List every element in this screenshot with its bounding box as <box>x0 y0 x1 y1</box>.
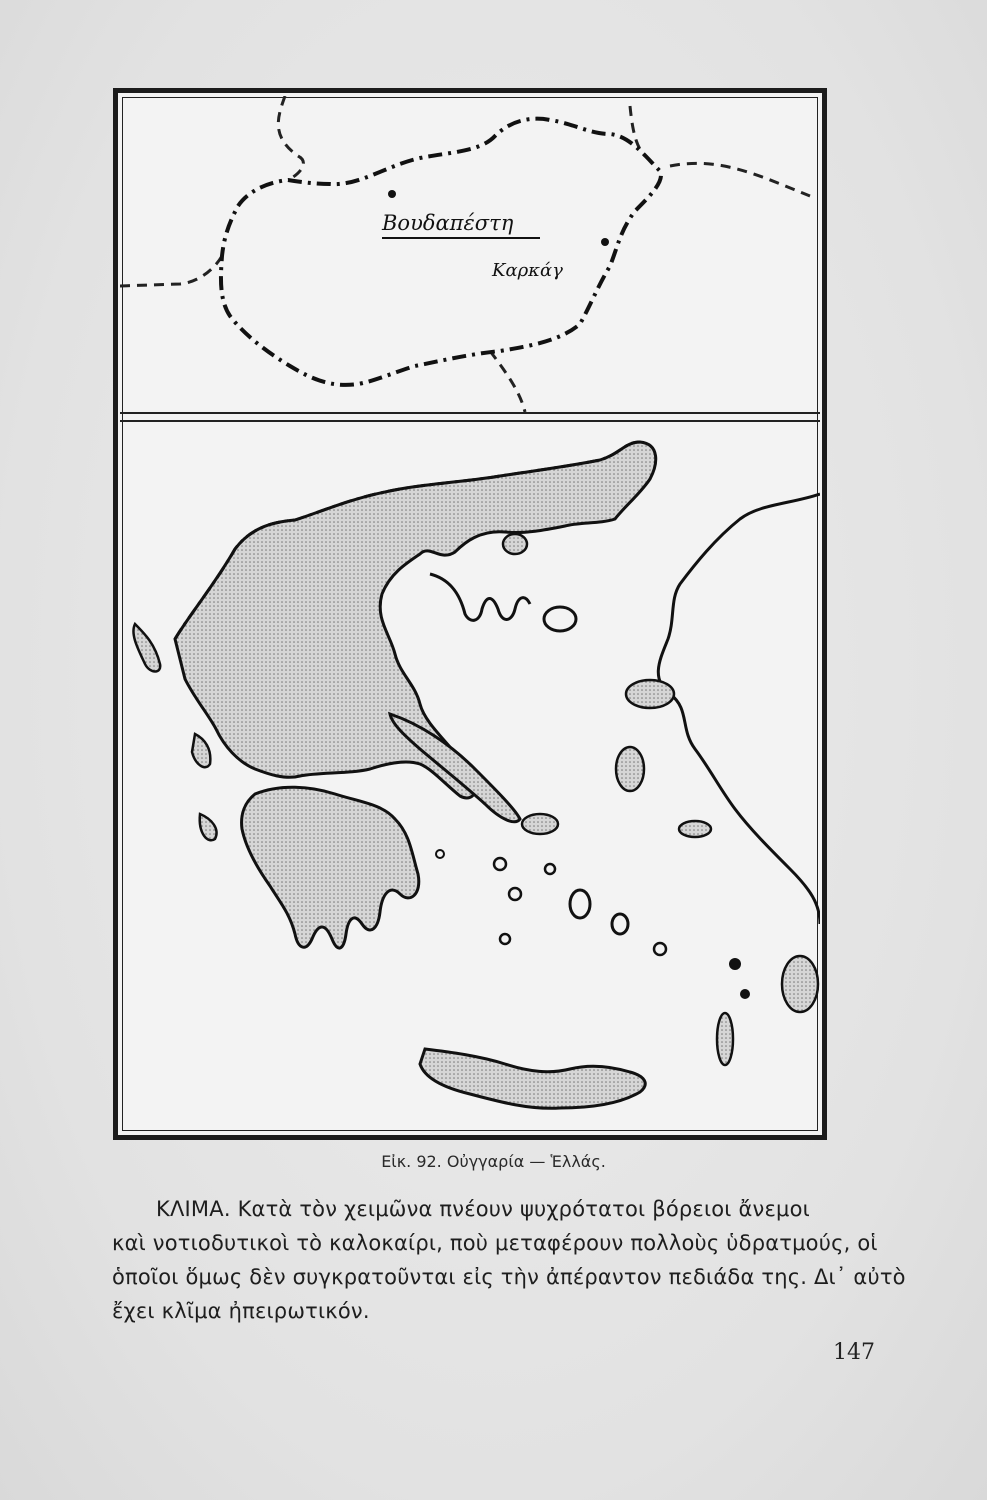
ionian-island <box>133 624 160 672</box>
body-paragraph <box>112 1192 906 1328</box>
aegean-island <box>626 680 674 708</box>
ionian-island <box>200 814 217 840</box>
aegean-island <box>717 1013 733 1065</box>
aegean-island <box>616 747 644 791</box>
paragraph-line: καὶ νοτιοδυτικοὶ τὸ καλοκαίρι, ποὺ μεταφέρουν πολλοὺς ὑδρατμούς, οἱ <box>112 1231 878 1255</box>
figure-caption: Εἰκ. 92. Οὐγγαρία — Ἑλλάς. <box>381 1152 606 1171</box>
second-city-label: Καρκάγ <box>492 260 563 281</box>
aegean-island <box>782 956 818 1012</box>
neighbor-border <box>670 163 810 196</box>
page-number: 147 <box>833 1340 875 1365</box>
aegean-island <box>612 914 628 934</box>
aegean-island <box>570 890 590 918</box>
aegean-island <box>436 850 444 858</box>
map-greece <box>120 424 820 1134</box>
city-marker <box>388 190 396 198</box>
aegean-island <box>509 888 521 900</box>
aegean-island <box>544 607 576 631</box>
city-marker <box>601 238 609 246</box>
aegean-island <box>729 958 741 970</box>
aegean-island <box>500 934 510 944</box>
paragraph-line: ΚΛΙΜΑ. Κατὰ τὸν χειμῶνα πνέουν ψυχρότατοι βόρειοι ἄνεμοι <box>156 1197 810 1221</box>
chalkidiki <box>430 574 530 620</box>
map-hungary <box>120 96 820 412</box>
hungary-border <box>221 119 661 385</box>
turkish-coast <box>658 494 820 924</box>
paragraph-line: ἔχει κλῖμα ἠπειρωτικόν. <box>112 1299 370 1323</box>
aegean-island <box>545 864 555 874</box>
neighbor-border <box>490 351 525 412</box>
ionian-island <box>192 734 210 767</box>
euboea <box>390 714 520 822</box>
paragraph-line: ὁποῖοι ὅμως δὲν συγκρατοῦνται εἰς τὴν ἀπέραντον πεδιάδα της. Δι᾽ αὐτὸ <box>112 1265 906 1289</box>
aegean-island <box>740 989 750 999</box>
map-divider <box>120 412 820 422</box>
crete <box>420 1049 645 1108</box>
aegean-island <box>522 814 558 834</box>
peloponnese <box>242 787 419 948</box>
neighbor-border <box>120 256 222 286</box>
aegean-island <box>679 821 711 837</box>
neighbor-border <box>278 96 303 180</box>
aegean-island <box>503 534 527 554</box>
aegean-island <box>654 943 666 955</box>
aegean-island <box>494 858 506 870</box>
capital-city-label: Βουδαπέστη <box>382 211 514 235</box>
